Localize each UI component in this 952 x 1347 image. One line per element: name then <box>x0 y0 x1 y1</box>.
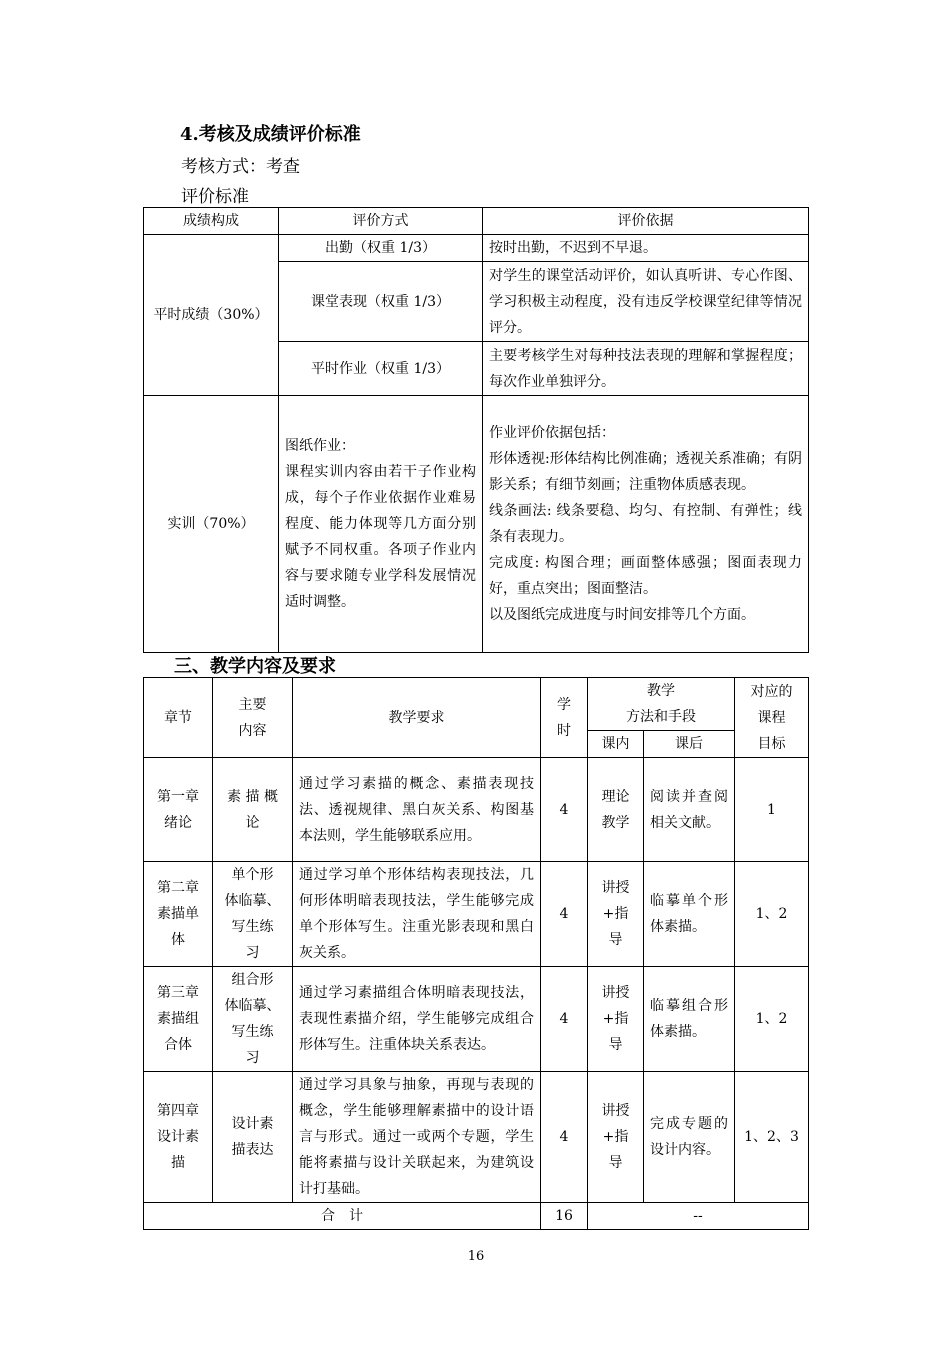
objective-cell: 1 <box>735 758 809 862</box>
total-methods: -- <box>588 1203 809 1230</box>
header-after-class: 课后 <box>644 731 735 758</box>
header-chapter: 章节 <box>144 678 213 758</box>
hours-cell: 4 <box>541 862 588 967</box>
header-in-class: 课内 <box>588 731 644 758</box>
training-label: 实训（70%） <box>144 396 279 653</box>
header-main-content: 主要 内容 <box>213 678 293 758</box>
homework-method: 平时作业（权重 1/3） <box>279 342 483 396</box>
table-row <box>144 967 809 1072</box>
total-row <box>144 1203 809 1230</box>
requirement-cell: 通过学习素描的概念、素描表现技法、透视规律、黑白灰关系、构图基本法则，学生能够联系应用。 <box>293 758 541 862</box>
chapter-cell: 第三章 素描组 合体 <box>144 967 213 1072</box>
header-eval-basis: 评价依据 <box>483 208 809 235</box>
hours-cell: 4 <box>541 758 588 862</box>
content-table <box>143 677 809 1230</box>
chapter-cell: 第四章 设计素 描 <box>144 1072 213 1203</box>
hours-cell: 4 <box>541 967 588 1072</box>
training-basis: 作业评价依据包括： 形体透视:形体结构比例准确；透视关系准确；有阴影关系；有细节刻画；注重物体质感表现。 线条画法: 线条要稳、均匀、有控制、有弹性；线条有表现力。 完成度: 构图合理；画面整体感强；图面表现力好，重点突出；图面整洁。 以及图纸完成进度与时间安排等几个方面。 <box>483 396 809 653</box>
chapter-cell: 第一章 绪论 <box>144 758 213 862</box>
header-objectives: 对应的 课程 目标 <box>735 678 809 758</box>
assessment-table <box>143 207 809 653</box>
content-cell: 组合形 体临摹、 写生练 习 <box>213 967 293 1072</box>
after-class-cell: 临摹单个形体素描。 <box>644 862 735 967</box>
requirement-cell: 通过学习单个形体结构表现技法，几何形体明暗表现技法，学生能够完成单个形体写生。注重光影表现和黑白灰关系。 <box>293 862 541 967</box>
in-class-cell: 讲授 +指 导 <box>588 967 644 1072</box>
header-hours: 学 时 <box>541 678 588 758</box>
table-row <box>144 1072 809 1203</box>
header-methods: 教学 方法和手段 <box>588 678 735 731</box>
classroom-basis: 对学生的课堂活动评价，如认真听讲、专心作图、学习积极主动程度，没有违反学校课堂纪律等情况评分。 <box>483 262 809 342</box>
total-label: 合 计 <box>144 1203 541 1230</box>
requirement-cell: 通过学习素描组合体明暗表现技法，表现性素描介绍，学生能够完成组合形体写生。注重体块关系表达。 <box>293 967 541 1072</box>
attendance-basis: 按时出勤，不迟到不早退。 <box>483 235 809 262</box>
table-row <box>144 758 809 862</box>
training-method: 图纸作业： 课程实训内容由若干子作业构成，每个子作业依据作业难易程度、能力体现等几方面分别赋予不同权重。各项子作业内容与要求随专业学科发展情况适时调整。 <box>279 396 483 653</box>
hours-cell: 4 <box>541 1072 588 1203</box>
in-class-cell: 讲授 +指 导 <box>588 862 644 967</box>
content-cell: 设计素 描表达 <box>213 1072 293 1203</box>
objective-cell: 1、2 <box>735 862 809 967</box>
in-class-cell: 理论 教学 <box>588 758 644 862</box>
header-requirements: 教学要求 <box>293 678 541 758</box>
classroom-method: 课堂表现（权重 1/3） <box>279 262 483 342</box>
content-cell: 单个形 体临摹、 写生练 习 <box>213 862 293 967</box>
assessment-method: 考核方式：考查 <box>181 157 300 177</box>
total-hours: 16 <box>541 1203 588 1230</box>
header-grade-composition: 成绩构成 <box>144 208 279 235</box>
page-number: 16 <box>467 1249 485 1264</box>
header-eval-method: 评价方式 <box>279 208 483 235</box>
chapter-cell: 第二章 素描单 体 <box>144 862 213 967</box>
objective-cell: 1、2、3 <box>735 1072 809 1203</box>
section4-title: 4.考核及成绩评价标准 <box>180 124 361 145</box>
in-class-cell: 讲授 +指 导 <box>588 1072 644 1203</box>
after-class-cell: 阅读并查阅相关文献。 <box>644 758 735 862</box>
requirement-cell: 通过学习具象与抽象，再现与表现的概念，学生能够理解素描中的设计语言与形式。通过一或两个专题，学生能将素描与设计关联起来，为建筑设计打基础。 <box>293 1072 541 1203</box>
table-row <box>144 862 809 967</box>
content-cell: 素 描 概 论 <box>213 758 293 862</box>
section3-title: 三、教学内容及要求 <box>174 656 336 677</box>
homework-basis: 主要考核学生对每种技法表现的理解和掌握程度；每次作业单独评分。 <box>483 342 809 396</box>
after-class-cell: 临摹组合形体素描。 <box>644 967 735 1072</box>
objective-cell: 1、2 <box>735 967 809 1072</box>
criteria-label: 评价标准 <box>181 187 249 207</box>
after-class-cell: 完成专题的设计内容。 <box>644 1072 735 1203</box>
attendance-method: 出勤（权重 1/3） <box>279 235 483 262</box>
regular-grade-label: 平时成绩（30%） <box>144 235 279 396</box>
